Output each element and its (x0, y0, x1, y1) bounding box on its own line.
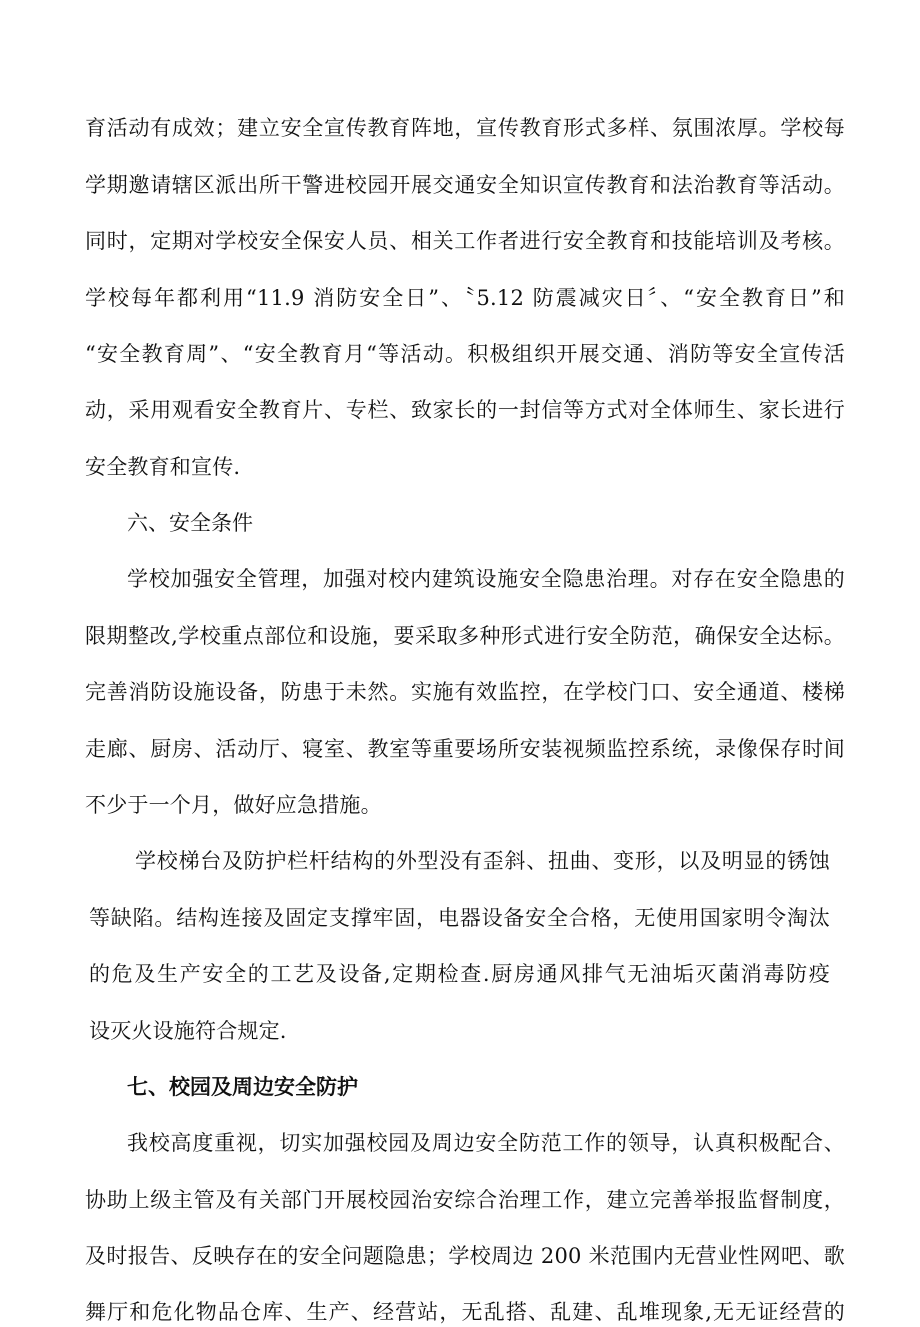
text-line: 不少于一个月，做好应急措施。 (85, 793, 382, 817)
text-line: “安全教育周”、“安全教育月“等活动。积极组织开展交通、消防等安全宣传活 (85, 342, 845, 366)
text-line: 学期邀请辖区派出所干警进校园开展交通安全知识宣传教育和法治教育等活动。 (85, 173, 845, 197)
text-line: 安全教育和宣传. (85, 455, 241, 479)
text-line: 学校梯台及防护栏杆结构的外型没有歪斜、扭曲、变形，以及明显的锈蚀 (135, 849, 830, 873)
text-line: 我校高度重视，切实加强校园及周边安全防范工作的领导，认真积极配合、 (127, 1131, 845, 1155)
text-line: 学校每年都利用“11.9 消防安全日”、〝5.12 防震减灾日〞、“安全教育日”和 (85, 286, 845, 310)
text-line: 舞厅和危化物品仓库、生产、经营站，无乱搭、乱建、乱堆现象,无无证经营的 (85, 1300, 845, 1324)
section-heading-7: 七、校园及周边安全防护 (127, 1075, 358, 1099)
text-line: 育活动有成效；建立安全宣传教育阵地，宣传教育形式多样、氛围浓厚。学校每 (85, 116, 845, 140)
text-line: 限期整改,学校重点部位和设施，要采取多种形式进行安全防范，确保安全达标。 (85, 624, 845, 648)
text-line: 等缺陷。结构连接及固定支撑牢固，电器设备安全合格，无使用国家明令淘汰 (89, 906, 830, 930)
section-heading-6: 六、安全条件 (127, 511, 253, 535)
text-line: 协助上级主管及有关部门开展校园治安综合治理工作，建立完善举报监督制度， (85, 1188, 845, 1212)
text-line: 设灭火设施符合规定. (89, 1019, 287, 1043)
text-line: 及时报告、反映存在的安全问题隐患；学校周边 200 米范围内无营业性网吧、歌 (85, 1244, 845, 1268)
text-line: 学校加强安全管理，加强对校内建筑设施安全隐患治理。对存在安全隐患的 (127, 567, 845, 591)
text-line: 走廊、厨房、活动厅、寝室、教室等重要场所安装视频监控系统，录像保存时间 (85, 737, 845, 761)
text-line: 动，采用观看安全教育片、专栏、致家长的一封信等方式对全体师生、家长进行 (85, 398, 845, 422)
text-line: 完善消防设施设备，防患于未然。实施有效监控，在学校门口、安全通道、楼梯 (85, 680, 845, 704)
text-line: 的危及生产安全的工艺及设备,定期检查.厨房通风排气无油垢灭菌消毒防疫 (89, 962, 830, 986)
text-line: 同时，定期对学校安全保安人员、相关工作者进行安全教育和技能培训及考核。 (85, 229, 845, 253)
